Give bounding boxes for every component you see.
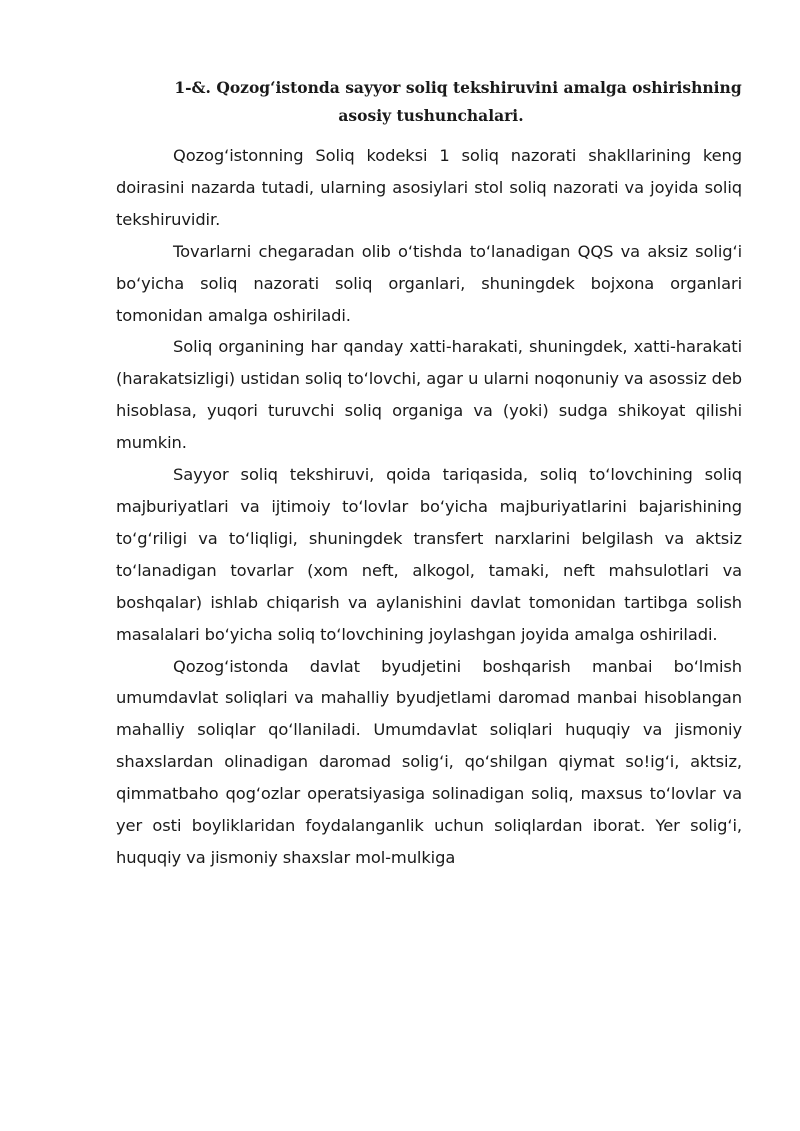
paragraph-qqs-aksiz: Tovarlarni chegaradan olib o‘tishda to‘lanadigan QQS va aksiz solig‘i bo‘yicha soliq nazorati soliq organlari, shuningdek bojxona organlari tomonidan amalga oshiriladi. [116, 241, 742, 325]
section-heading [116, 74, 742, 130]
paragraph-shikoyat: Soliq organining har qanday xatti-harakati, shuningdek, xatti-harakati (harakatsizligi) ustidan soliq to‘lovchi, agar u ularni noqonuniy va asossiz deb hisoblasa, yuqori turuvchi soliq organiga va (yoki) sudga shikoyat qilishi mumkin. [116, 337, 742, 453]
section-heading-line-1: 1-&. Qozog‘istonda sayyor soliq tekshiruvini amalga oshirishning [174, 78, 742, 97]
paragraph-soliq-kodeksi: Qozog‘istonning Soliq kodeksi 1 soliq nazorati shakllarining keng doirasini nazarda tutadi, ularning asosiylari stol soliq nazorati va joyida soliq tekshiruvidir. [116, 146, 742, 229]
paragraph-sayyor-tekshiruv: Sayyor soliq tekshiruvi, qoida tariqasida, soliq to‘lovchining soliq majburiyatlari va ijtimoiy to‘lovlar bo‘yicha majburiyatlarini bajarishining to‘g‘riligi va to‘liqligi, shuningdek transfert narxlarini belgilash va aktsiz to‘lanadigan tovarlar (xom neft, alkogol, tamaki, neft mahsulotlari va boshqalar) ishlab chiqarish va aylanishini davlat tomonidan tartibga solish masalalari bo‘yicha soliq to‘lovchining joylashgan joyida amalga oshiriladi. [116, 465, 742, 644]
section-heading-line-2: asosiy tushunchalari. [338, 106, 524, 125]
paragraph-umumdavlat-soliqlari: Qozog‘istonda davlat byudjetini boshqarish manbai bo‘lmish umumdavlat soliqlari va mahalliy byudjetlami daromad manbai hisoblangan mahalliy soliqlar qo‘llaniladi. Umumdavlat soliqlari huquqiy va jismoniy shaxslardan olinadigan daromad solig‘i, qo‘shilgan qiymat so!ig‘i, aktsiz, qimmatbaho qog‘ozlar operatsiyasiga solinadigan soliq, maxsus to‘lovlar va yer osti boyliklaridan foydalanganlik uchun soliqlardan iborat. Yer solig‘i, huquqiy va jismoniy shaxslar mol-mulkiga [116, 656, 742, 867]
body-text [116, 140, 742, 874]
